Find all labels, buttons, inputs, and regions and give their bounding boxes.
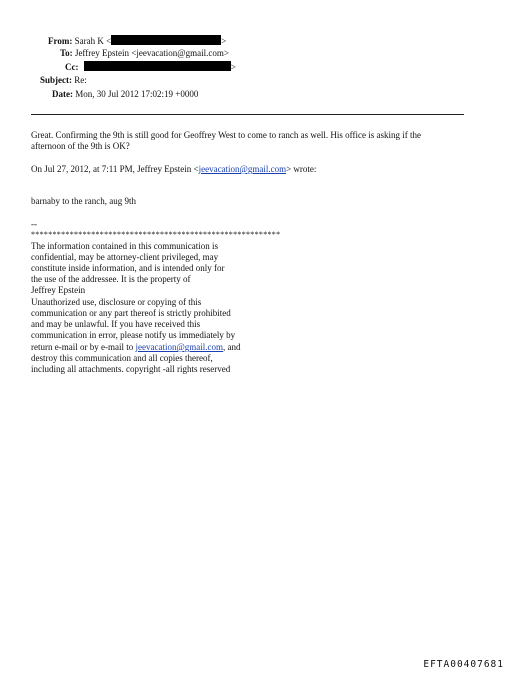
subject-line xyxy=(40,75,87,86)
disclaimer-line: destroy this communication and all copies thereof, xyxy=(31,353,213,363)
header-divider xyxy=(31,114,464,115)
date-value: Mon, 30 Jul 2012 17:02:19 +0000 xyxy=(75,89,199,99)
redaction-bar xyxy=(111,35,221,45)
disclaimer-line xyxy=(31,342,240,353)
disclaimer-line: including all attachments. copyright -all rights reserved xyxy=(31,364,231,374)
disclaimer-line: Jeffrey Epstein xyxy=(31,285,86,295)
disclaimer-line: communication in error, please notify us immediately by xyxy=(31,330,236,340)
subject-value: Re: xyxy=(74,75,87,85)
subject-label: Subject: xyxy=(40,75,72,85)
reply-line-2: afternoon of the 9th is OK? xyxy=(31,141,130,151)
reply-line-1: Great. Confirming the 9th is still good for Geoffrey West to come to ranch as well. His office is asking if the xyxy=(31,130,421,140)
disclaimer-line: The information contained in this communication is xyxy=(31,241,218,251)
date-label: Date: xyxy=(52,89,73,99)
from-value: Sarah K < xyxy=(74,36,112,46)
quote-prefix: On Jul 27, 2012, at 7:11 PM, Jeffrey Epstein < xyxy=(31,164,199,174)
to-label: To: xyxy=(60,48,73,58)
close-bracket: > xyxy=(221,36,227,46)
quote-email-link[interactable]: jeevacation@gmail.com xyxy=(198,164,287,174)
document-id: EFTA00407681 xyxy=(423,659,504,670)
quote-attribution xyxy=(31,164,316,175)
disclaimer-line: constitute inside information, and is intended only for xyxy=(31,263,225,273)
to-line xyxy=(60,48,229,59)
quote-suffix: > wrote: xyxy=(286,164,317,174)
signature-stars: ********************************************************** xyxy=(31,230,281,239)
date-line xyxy=(52,89,198,100)
quoted-message: barnaby to the ranch, aug 9th xyxy=(31,196,136,206)
disclaimer-prefix: return e-mail or by e-mail to xyxy=(31,342,136,352)
disclaimer-line: confidential, may be attorney-client privileged, may xyxy=(31,252,219,262)
disclaimer-line: the use of the addressee. It is the property of xyxy=(31,274,191,284)
signature-dash: -- xyxy=(31,219,37,229)
disclaimer-email-link[interactable]: jeevacation@gmail.com xyxy=(135,342,223,352)
close-bracket: > xyxy=(230,62,236,72)
disclaimer-line: and may be unlawful. If you have received this xyxy=(31,319,201,329)
redaction-bar xyxy=(84,61,231,71)
from-label: From: xyxy=(48,36,73,46)
from-line xyxy=(48,35,226,47)
disclaimer-line: Unauthorized use, disclosure or copying of this xyxy=(31,297,202,307)
cc-label: Cc: xyxy=(65,62,79,72)
disclaimer-line: communication or any part thereof is strictly prohibited xyxy=(31,308,231,318)
disclaimer-suffix: , and xyxy=(222,342,241,352)
to-value: Jeffrey Epstein <jeevacation@gmail.com> xyxy=(74,48,229,58)
cc-line xyxy=(65,61,236,73)
